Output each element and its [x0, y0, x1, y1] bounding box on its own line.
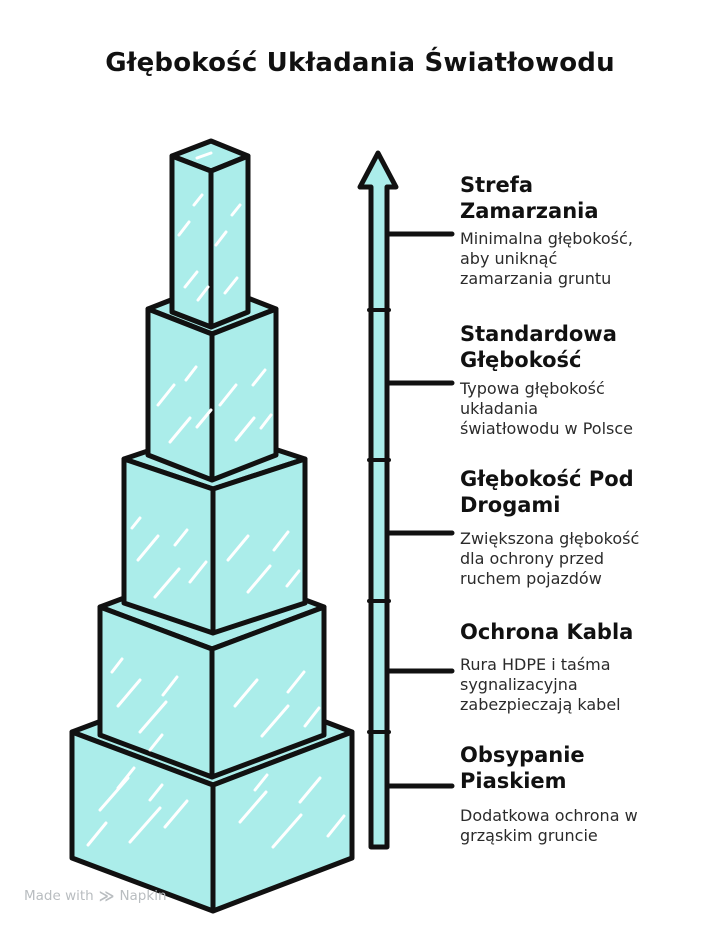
desc-line: światłowodu w Polsce [460, 419, 633, 438]
watermark-made-with: Made with [24, 888, 94, 904]
heading-line: Zamarzania [460, 199, 599, 223]
napkin-logo-icon: ≫ [98, 886, 115, 905]
box-left-face [124, 459, 213, 633]
arrow-shaft-and-head [360, 153, 396, 847]
heading-line: Obsypanie [460, 743, 585, 767]
desc-line: zabezpieczają kabel [460, 695, 621, 714]
box-right-face [211, 156, 248, 327]
desc-line: układania [460, 399, 539, 418]
heading-line: Strefa [460, 173, 534, 197]
section-2-description [460, 379, 695, 439]
section-5-description [460, 806, 695, 846]
heading-line: Głębokość [460, 348, 582, 372]
section-3-description [460, 529, 695, 589]
tick-lines [389, 234, 452, 786]
desc-line: dla ochrony przed [460, 549, 605, 568]
box-right-face [213, 459, 305, 633]
desc-line: Rura HDPE i taśma [460, 655, 611, 674]
desc-line: Dodatkowa ochrona w [460, 806, 638, 825]
box-right-face [212, 309, 276, 480]
desc-line: ruchem pojazdów [460, 569, 602, 588]
desc-line: sygnalizacyjna [460, 675, 578, 694]
section-3-heading [460, 466, 695, 518]
section-1-heading [460, 172, 695, 224]
section-1-description [460, 229, 695, 289]
section-4-description [460, 655, 695, 715]
desc-line: aby uniknąć [460, 249, 558, 268]
section-4-heading [460, 619, 695, 645]
box-left-face [148, 309, 212, 480]
heading-line: Piaskiem [460, 769, 567, 793]
box-left-face [172, 156, 211, 327]
depth-arrow [360, 153, 452, 847]
box-level-1 [172, 141, 248, 327]
heading-line: Drogami [460, 493, 561, 517]
desc-line: grząskim gruncie [460, 826, 598, 845]
desc-line: zamarzania gruntu [460, 269, 612, 288]
section-2-heading [460, 321, 695, 373]
desc-line: Typowa głębokość [460, 379, 605, 398]
section-5-heading [460, 742, 695, 794]
heading-line: Głębokość Pod [460, 467, 634, 491]
napkin-watermark [24, 888, 167, 904]
tower [72, 141, 352, 911]
desc-line: Zwiększona głębokość [460, 529, 640, 548]
heading-line: Standardowa [460, 322, 617, 346]
watermark-brand: Napkin [119, 888, 167, 904]
page-title: Głębokość Układania Światłowodu [105, 48, 615, 78]
desc-line: Minimalna głębokość, [460, 229, 633, 248]
heading-line: Ochrona Kabla [460, 620, 634, 644]
